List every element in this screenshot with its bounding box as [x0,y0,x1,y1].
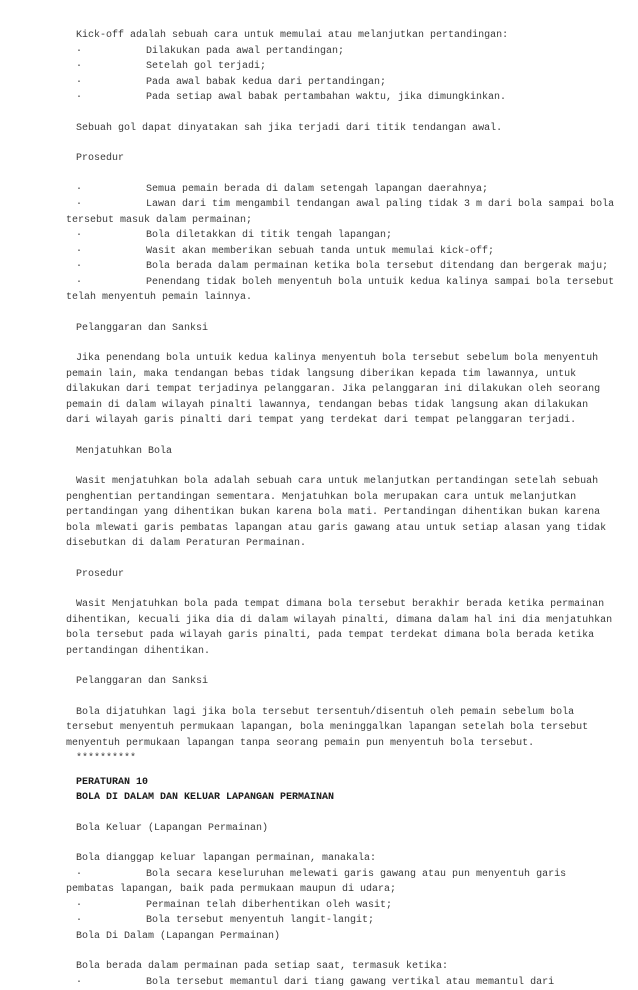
kickoff-intro: Kick-off adalah sebuah cara untuk memulai atau melanjutkan pertandingan: [66,28,618,44]
didalam-intro: Bola berada dalam permainan pada setiap saat, termasuk ketika: [66,959,618,975]
separator-stars: ********** [66,751,618,767]
prosedur-bullet-item [66,244,618,260]
sanksi-paragraph: Jika penendang bola untuik kedua kalinya menyentuh bola tersebut sebelum bola menyentuh pemain lain, maka tendangan bebas tidak langsung diberikan kepada tim lawannya, untuk dilakukan dari tempat terjadinya pelanggaran. Jika pelanggaran ini dilakukan oleh seorang pemain di dalam wilayah pinalti lawannya, tendangan bebas tidak langsung akan dilakukan dari wilayah garis pinalti dari tempat yang terdekat dari tempat pelanggaran terjadi. [66,351,618,429]
keluar-bullet-text: Bola tersebut menyentuh langit-langit; [146,915,374,926]
prosedur-bullet-text: Penendang tidak boleh menyentuh bola untuik kedua kalinya sampai bola tersebut telah menyentuh pemain lainnya. [66,277,614,304]
bullet-dot: · [66,90,146,106]
bullet-dot: · [66,913,146,929]
prosedur-2-paragraph: Wasit Menjatuhkan bola pada tempat dimana bola tersebut berakhir berada ketika permainan dihentikan, kecuali jika dia di dalam wilayah pinalti, dimana dalam hal ini dia menjatuhkan bola tersebut pada wilayah garis pinalti, pada tempat terdekat dimana bola berada ketika pertandingan dihentikan. [66,597,618,659]
prosedur-heading: Prosedur [66,151,618,167]
didalam-bullet-text: Bola tersebut memantul dari tiang gawang vertikal atau memantul dari [146,977,554,988]
prosedur-bullet-item [66,228,618,244]
bullet-dot: · [66,975,146,990]
kickoff-bullet-item [66,44,618,60]
bullet-dot: · [66,244,146,260]
prosedur-bullet-item [66,275,618,306]
prosedur-bullet-text: Wasit akan memberikan sebuah tanda untuk memulai kick-off; [146,246,494,257]
keluar-bullet-item [66,867,618,898]
kickoff-bullet-item [66,59,618,75]
bullet-dot: · [66,75,146,91]
bullet-dot: · [66,275,146,291]
kickoff-bullet-item [66,75,618,91]
prosedur-2-heading: Prosedur [66,567,618,583]
keluar-heading: Bola Keluar (Lapangan Permainan) [66,821,618,837]
bullet-dot: · [66,197,146,213]
didalam-heading: Bola Di Dalam (Lapangan Permainan) [66,929,618,945]
bullet-dot: · [66,867,146,883]
sanksi-heading: Pelanggaran dan Sanksi [66,321,618,337]
prosedur-bullet-item [66,182,618,198]
keluar-bullet-item [66,913,618,929]
sanksi-2-paragraph: Bola dijatuhkan lagi jika bola tersebut tersentuh/disentuh oleh pemain sebelum bola tersebut menyentuh permukaan lapangan, bola meninggalkan lapangan setelah bola tersebut menyentuh permukaan lapangan tanpa seorang pemain pun menyentuh bola tersebut. [66,705,618,752]
menjatuhkan-paragraph: Wasit menjatuhkan bola adalah sebuah cara untuk melanjutkan pertandingan setelah sebuah penghentian pertandingan sementara. Menjatuhkan bola merupakan cara untuk melanjutkan pertandingan yang dihentikan bukan karena bola mati. Pertandingan dihentikan bukan karena bola mlewati garis pembatas lapangan atau garis gawang atau untuk setiap alasan yang tidak disebutkan di dalam Peraturan Permainan. [66,474,618,552]
bullet-dot: · [66,59,146,75]
didalam-bullet-item [66,975,618,990]
prosedur-bullet-text: Semua pemain berada di dalam setengah lapangan daerahnya; [146,184,488,195]
bullet-dot: · [66,259,146,275]
keluar-bullet-list [66,867,618,929]
bullet-dot: · [66,44,146,60]
prosedur-bullet-list [66,182,618,306]
keluar-intro: Bola dianggap keluar lapangan permainan, manakala: [66,851,618,867]
keluar-bullet-text: Bola secara keseluruhan melewati garis gawang atau pun menyentuh garis pembatas lapangan, baik pada permukaan maupun di udara; [66,869,566,896]
bullet-dot: · [66,228,146,244]
menjatuhkan-heading: Menjatuhkan Bola [66,444,618,460]
peraturan-title: PERATURAN 10 [66,775,618,791]
keluar-bullet-item [66,898,618,914]
kickoff-bullet-text: Pada setiap awal babak pertambahan waktu, jika dimungkinkan. [146,92,506,103]
kickoff-bullet-text: Pada awal babak kedua dari pertandingan; [146,77,386,88]
bullet-dot: · [66,898,146,914]
prosedur-bullet-item [66,197,618,228]
peraturan-subtitle: BOLA DI DALAM DAN KELUAR LAPANGAN PERMAINAN [66,790,618,806]
prosedur-bullet-item [66,259,618,275]
kickoff-bullet-text: Setelah gol terjadi; [146,61,266,72]
prosedur-bullet-text: Bola berada dalam permainan ketika bola tersebut ditendang dan bergerak maju; [146,261,608,272]
kickoff-bullet-list [66,44,618,106]
kickoff-bullet-item [66,90,618,106]
prosedur-bullet-text: Bola diletakkan di titik tengah lapangan; [146,230,392,241]
bullet-dot: · [66,182,146,198]
didalam-bullet-list [66,975,618,990]
kickoff-bullet-text: Dilakukan pada awal pertandingan; [146,46,344,57]
prosedur-bullet-text: Lawan dari tim mengambil tendangan awal paling tidak 3 m dari bola sampai bola tersebut masuk dalam permainan; [66,199,614,226]
goal-note: Sebuah gol dapat dinyatakan sah jika terjadi dari titik tendangan awal. [66,121,618,137]
sanksi-2-heading: Pelanggaran dan Sanksi [66,674,618,690]
keluar-bullet-text: Permainan telah diberhentikan oleh wasit; [146,900,392,911]
